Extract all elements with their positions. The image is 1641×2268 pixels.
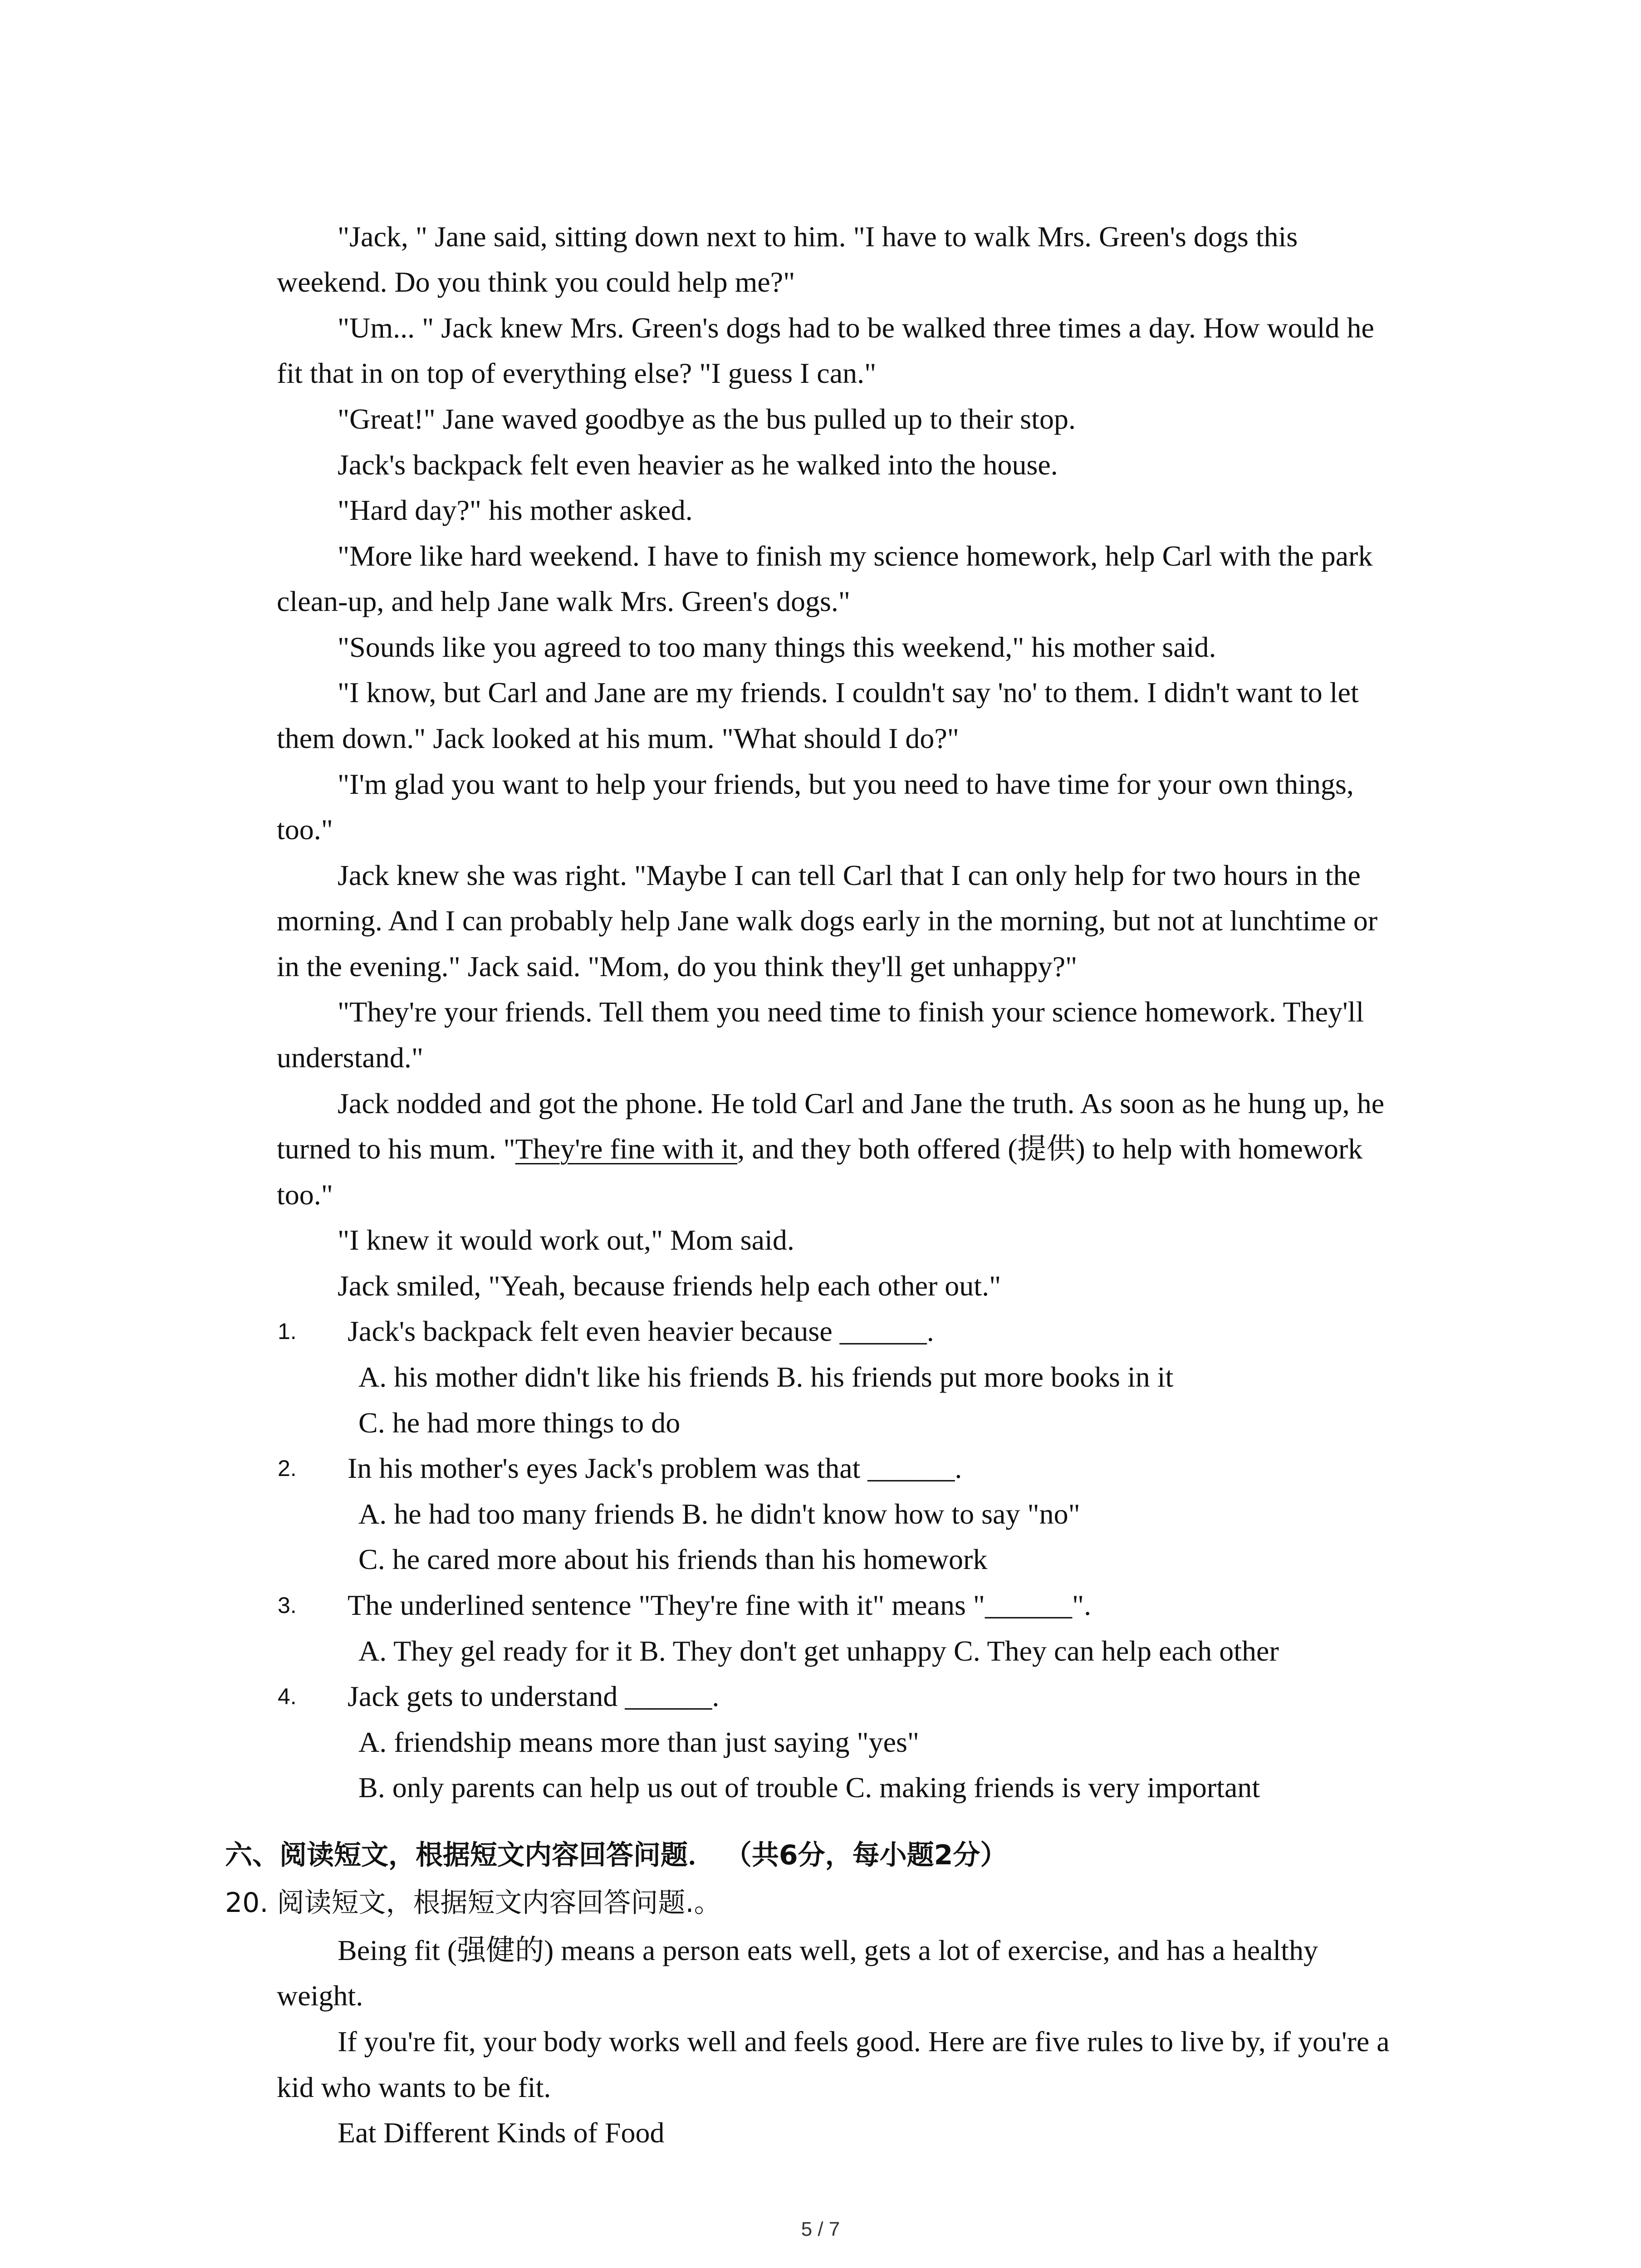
story-paragraph-line: "Hard day?" his mother asked.	[338, 494, 693, 526]
story-paragraph-line: understand."	[277, 1041, 423, 1074]
question-text: Jack's backpack felt even heavier because ______.	[348, 1315, 934, 1347]
story-paragraph-line: Jack smiled, "Yeah, because friends help each other out."	[338, 1270, 1001, 1302]
story-paragraph-line: Jack knew she was right. "Maybe I can tell Carl that I can only help for two hours in the	[338, 859, 1361, 891]
story-paragraph-line: morning. And I can probably help Jane walk dogs early in the morning, but not at lunchtime or	[277, 904, 1378, 937]
question-options: C. he cared more about his friends than his homework	[358, 1543, 988, 1575]
section-heading: 六、阅读短文，根据短文内容回答问题． （共6分，每小题2分）	[225, 1839, 1008, 1871]
story-paragraph-line: in the evening." Jack said. "Mom, do you think they'll get unhappy?"	[277, 950, 1078, 982]
question-text: In his mother's eyes Jack's problem was that ______.	[348, 1452, 962, 1484]
question-options: B. only parents can help us out of trouble C. making friends is very important	[358, 1771, 1260, 1804]
question-number: 4.	[278, 1684, 297, 1709]
story-paragraph-line: clean-up, and help Jane walk Mrs. Green's dogs."	[277, 585, 850, 617]
question-number: 2.	[278, 1456, 297, 1481]
question-number: 1.	[278, 1319, 297, 1344]
story-paragraph-line: "Sounds like you agreed to too many things this weekend," his mother said.	[338, 631, 1216, 663]
passage-subheading: Eat Different Kinds of Food	[338, 2116, 665, 2149]
story-paragraph-line: "Jack, " Jane said, sitting down next to him. "I have to walk Mrs. Green's dogs this	[338, 220, 1298, 253]
passage-line: kid who wants to be fit.	[277, 2071, 551, 2103]
question-20-label: 20. 阅读短文，根据短文内容回答问题.。	[225, 1887, 721, 1919]
story-paragraph-line: "They're your friends. Tell them you need time to finish your science homework. They'll	[338, 996, 1364, 1028]
question-options: C. he had more things to do	[358, 1407, 681, 1439]
question-text: The underlined sentence "They're fine with it" means "______".	[348, 1589, 1092, 1621]
question-number: 3.	[278, 1593, 297, 1618]
story-paragraph-line: "I knew it would work out," Mom said.	[338, 1224, 794, 1256]
story-paragraph-line: them down." Jack looked at his mum. "What should I do?"	[277, 722, 959, 754]
story-paragraph-line: "Um... " Jack knew Mrs. Green's dogs had to be walked three times a day. How would he	[338, 312, 1374, 344]
story-paragraph-line: too."	[277, 1178, 333, 1211]
question-options: A. his mother didn't like his friends B. his friends put more books in it	[358, 1361, 1174, 1393]
story-paragraph-line	[277, 1131, 1362, 1167]
story-paragraph-line: "I know, but Carl and Jane are my friends. I couldn't say 'no' to them. I didn't want to let	[338, 676, 1359, 709]
question-options: A. friendship means more than just saying "yes"	[358, 1726, 920, 1758]
passage-line: weight.	[277, 1980, 363, 2012]
story-paragraph-line: fit that in on top of everything else? "I guess I can."	[277, 357, 877, 389]
story-paragraph-line: "Great!" Jane waved goodbye as the bus pulled up to their stop.	[338, 403, 1076, 435]
passage-line: Being fit (强健的) means a person eats well, gets a lot of exercise, and has a healthy	[338, 1934, 1318, 1966]
underlined-sentence: They're fine with it	[515, 1133, 738, 1165]
passage-line: If you're fit, your body works well and feels good. Here are five rules to live by, if you're a	[338, 2025, 1390, 2058]
story-paragraph-line: too."	[277, 813, 333, 846]
question-text: Jack gets to understand ______.	[348, 1680, 720, 1712]
question-options: A. he had too many friends B. he didn't know how to say "no"	[358, 1498, 1080, 1530]
story-paragraph-line: "I'm glad you want to help your friends, but you need to have time for your own things,	[338, 768, 1354, 800]
story-paragraph-line: Jack nodded and got the phone. He told Carl and Jane the truth. As soon as he hung up, he	[338, 1087, 1385, 1119]
question-options: A. They gel ready for it B. They don't get unhappy C. They can help each other	[358, 1635, 1279, 1667]
story-paragraph-line: weekend. Do you think you could help me?"	[277, 266, 795, 298]
story-text: turned to his mum. "	[277, 1133, 515, 1165]
story-text: , and they both offered (提供) to help with homework	[737, 1133, 1363, 1165]
story-paragraph-line: Jack's backpack felt even heavier as he walked into the house.	[338, 449, 1058, 481]
page-number: 5 / 7	[801, 2218, 840, 2240]
story-paragraph-line: "More like hard weekend. I have to finish my science homework, help Carl with the park	[338, 540, 1373, 572]
